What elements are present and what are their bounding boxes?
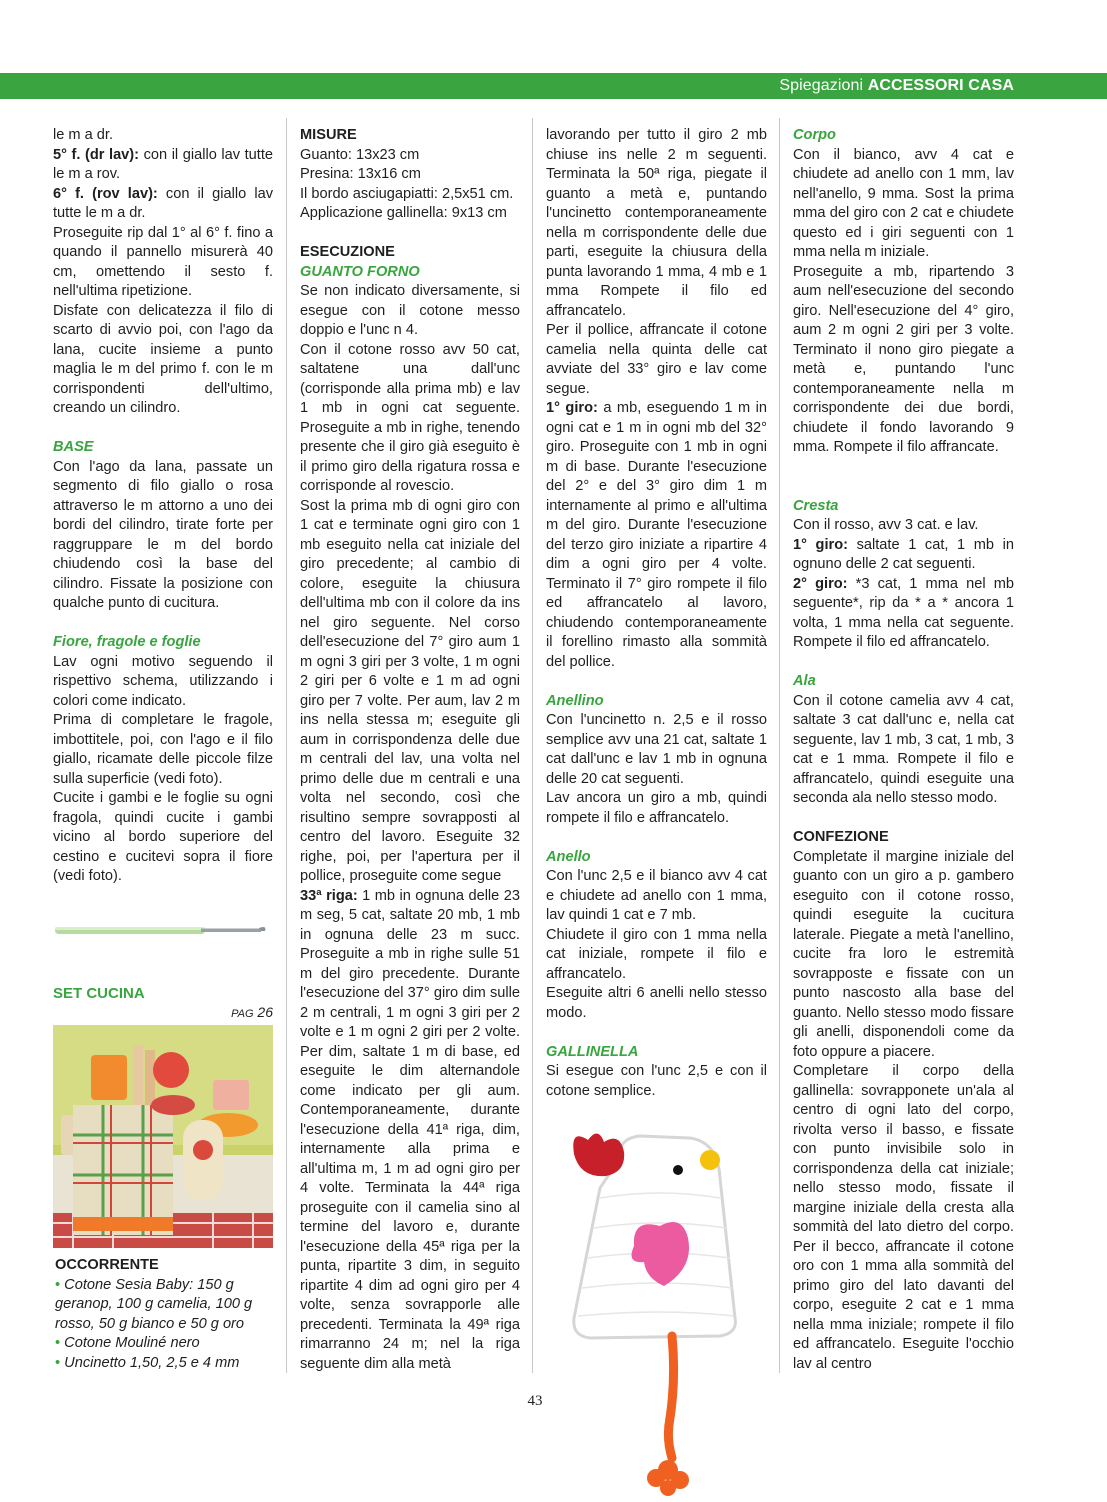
row-text: *3 cat, 1 mma nel mb seguente*, rip da * a * ancora 1 volta, 1 mma nella cat seguente. Rompete il filo ed affrancatelo. [793, 575, 1014, 650]
paragraph: Se non indicato diversamente, si esegue con il cotone messo doppio e l'unc n 4. [300, 283, 520, 338]
page-number: 43 [527, 1393, 543, 1409]
list-item: Applicazione gallinella: 9x13 cm [300, 205, 507, 221]
paragraph [53, 185, 273, 224]
section-title-ala: Ala [793, 673, 816, 689]
section-header [779, 76, 1014, 96]
paragraph: Completare il corpo della gallinella: sovrapponete un'ala al centro di ogni lato del corpo, rivolta verso il basso, e fissate con punto invisibile solo in corrispondenza della cat iniziale; nello stesso modo, fissate il margine iniziale della cresta alla sommità del lato dietro del corpo. Per il becco, affrancate il cotone oro con 1 mma alla sommità del primo giro del lato davanti del corpo, eseguite 2 cat e 1 mma nella mma iniziale; rompete il filo ed affrancatelo. Eseguite l'occhio lav al centro [793, 1063, 1014, 1372]
section-title-cresta: Cresta [793, 497, 839, 514]
section-title-misure: MISURE [300, 127, 357, 143]
row-label: 1° giro: [546, 400, 598, 416]
page-reference-number: 26 [257, 1004, 273, 1020]
column-1 [53, 126, 273, 887]
bullet-icon: • [55, 1276, 65, 1293]
list-item: Il bordo asciugapiatti: 2,5x51 cm. [300, 185, 514, 202]
section-title-fiore: Fiore, fragole e foglie [53, 634, 201, 650]
paragraph: Con l'ago da lana, passate un segmento di filo giallo o rosa attraverso le m attorno a uno dei bordi del cilindro, tirate forte per raggruppare le m del bordo chiudendo così la base del cilindro. Fissate la posizione con qualche punto di cucitura. [53, 458, 273, 611]
paragraph: Con l'unc 2,5 e il bianco avv 4 cat e chiudete ad anello con 1 mma, lav quindi 1 cat e 7 mb. [546, 868, 767, 923]
column-divider [286, 118, 287, 1373]
paragraph: Proseguite rip dal 1° al 6° f. fino a quando il pannello misurerà 40 cm, omettendo il sesto f. nell'ultima ripetizione. [53, 224, 273, 299]
paragraph: Chiudete il giro con 1 mma nella cat iniziale, rompete il filo e affrancatelo. [546, 926, 767, 982]
paragraph [793, 575, 1014, 653]
paragraph [53, 146, 273, 185]
paragraph: Con il rosso, avv 3 cat. e lav. [793, 517, 979, 533]
list-item-text: Cotone Sesia Baby: 150 g geranop, 100 g camelia, 100 g rosso, 50 g bianco e 50 g oro [55, 1276, 253, 1332]
row-label: 1° giro: [793, 536, 848, 553]
paragraph [546, 399, 767, 672]
paragraph: Proseguite a mb, ripartendo 3 aum nell'esecuzione del secondo giro. Nell'esecuzione del 4° giro, aum 2 m ogni 2 giri per 3 volte. Terminato il nono giro piegate a metà e, puntando l'unc contemporaneamente nella m corrispondente dei due bordi, chiudete il fondo lavorando 9 mma. Rompete il filo affrancate. [793, 263, 1014, 455]
row-text: saltate 1 cat, 1 mb in ognuno delle 2 cat seguenti. [793, 536, 1014, 572]
list-item: Guanto: 13x23 cm [300, 146, 420, 163]
paragraph: Cucite i gambi e le foglie su ogni fragola, quindi cucite i gambi vicino al bordo superiore del cestino e cucitevi sopra il fiore (vedi foto). [53, 790, 273, 884]
row-label: 33ª riga: [300, 887, 358, 904]
section-title-base: BASE [53, 439, 94, 455]
paragraph: Per il pollice, affrancate il cotone camelia nella quinta delle cat avviate del 33° giro e lav come segue. [546, 322, 767, 397]
column-divider [532, 118, 533, 1373]
section-title-gallinella: GALLINELLA [546, 1043, 639, 1060]
row-label: 2° giro: [793, 575, 848, 592]
paragraph: Lav ancora un giro a mb, quindi rompete il filo e affrancatelo. [546, 790, 767, 826]
paragraph: lavorando per tutto il giro 2 mb chiuse ins nelle 2 m seguenti. Terminata la 50ª riga, piegate il guanto a metà e, puntando l'uncinetto contemporaneamente nella m corrispondente delle due parti, eseguite la chiusura della punta lavorando 1 mma, 4 mb e 1 mma Rompete il filo ed affrancatelo. [546, 127, 767, 319]
section-title-esecuzione: ESECUZIONE [300, 244, 395, 260]
paragraph: le m a dr. [53, 127, 114, 143]
paragraph: Con il bianco, avv 4 cat e chiudete ad anello con 1 mm, lav nell'anello, 9 mma. Sost la prima mma del giro con 2 cat e chiudete questo ed i giri seguenti con 1 mma nella m iniziale. [793, 146, 1014, 260]
paragraph: Con l'uncinetto n. 2,5 e il rosso semplice avv una 21 cat, saltate 1 cat dall'unc e lav 1 mb in ognuna delle 20 cat seguenti. [546, 712, 767, 787]
paragraph: Con il cotone rosso avv 50 cat, saltatene una dall'unc (corrisponde alla prima mb) e lav 1 mb in ogni cat seguente. Proseguite a mb in righe, tenendo presente che il giro già eseguito è il primo giro della rigatura rossa e corrisponde al rovescio. [300, 341, 520, 494]
row-text: con il giallo lav tutte le m a dr. [53, 185, 274, 221]
bullet-icon: • [55, 1335, 65, 1351]
column-divider [779, 118, 780, 1373]
paragraph: Eseguite altri 6 anelli nello stesso modo. [546, 985, 767, 1021]
column-2 [300, 126, 520, 1374]
paragraph: Lav ogni motivo seguendo il rispettivo schema, utilizzando i colori come indicato. [53, 653, 273, 709]
row-label: 6° f. (rov lav): [53, 185, 158, 202]
list-item: Presina: 13x16 cm [300, 166, 421, 182]
section-title-confezione: CONFEZIONE [793, 829, 889, 845]
paragraph: Prima di completare le fragole, imbottitele, poi, con l'ago e il filo giallo, ricamate delle piccole filze sulla superficie (vedi foto). [53, 712, 273, 787]
section-title-anello: Anello [546, 848, 591, 865]
paragraph: Si esegue con l'unc 2,5 e con il cotone semplice. [546, 1063, 767, 1099]
header-prefix: Spiegazioni [779, 77, 864, 94]
row-text: 1 mb in ognuna delle 23 m seg, 5 cat, saltate 20 mb, 1 mb in ognuna delle 23 m succ. Proseguite a mb in righe sulle 51 m del giro precedente. Durante l'esecuzione del 37° giro dim sulle 2 m centrali, 1 m ogni 3 giri per 2 volte e 1 m ogni 2 giri per 2 volte. Per dim, saltate 1 m di base, ed eseguite le dim alternandole come indicato per gli aum. Contemporaneamente, durante l'esecuzione della 41ª riga, dim, internamente alla prima e all'ultima m, 1 m ad ogni giro per 4 volte. Terminata la 44ª riga proseguite con il camelia sino al termine del lavoro e, durante l'esecuzione della 45ª riga per la punta, ripartite 3 dim, in seguito ripartite 4 dim ad ogni giro per 4 volte, senza sovrapporle alle precedenti. Terminata la 49ª riga rimarranno 24 m; nel la riga seguente dim alla metà [300, 887, 520, 1372]
column-4 [793, 126, 1014, 1374]
list-item [55, 1276, 275, 1335]
crochet-hook-image [53, 922, 273, 938]
row-text: a mb, eseguendo 1 m in ogni cat e 1 m in ogni mb del 32° giro. Proseguite con 1 mb in ogni m di base. Durante l'esecuzione del 2° e del 3° giro dim 1 m internamente al primo e all'ultima m del giro. Durante l'esecuzione del terzo giro iniziate a ripartire 4 dim a ogni giro per 4 volte. Terminato il 7° giro rompete il filo ed affrancatelo al lavoro, chiudendo contemporaneamente il forellino rimasto alla sommità del pollice. [546, 400, 767, 670]
paragraph [793, 536, 1014, 575]
page-reference-label: PAG [231, 1008, 254, 1020]
list-item [55, 1354, 275, 1374]
list-item-text: Cotone Mouliné nero [64, 1335, 200, 1351]
row-text: con il giallo lav tutte le m a rov. [53, 146, 273, 182]
kitchen-set-photo [53, 1025, 273, 1248]
list-item-text: Uncinetto 1,50, 2,5 e 4 mm [64, 1354, 240, 1371]
bullet-icon: • [55, 1354, 65, 1371]
column-3 [546, 126, 767, 1101]
section-title-corpo: Corpo [793, 127, 836, 143]
set-cucina-title: SET CUCINA [53, 985, 145, 1002]
paragraph: Completate il margine iniziale del guanto con un giro a p. gambero eseguito con il cotone rosso, quindi eseguite la cucitura laterale. Piegate a metà l'anellino, cucite fra loro le estremità sovrapposte e fissate con un punto nascosto alla base del guanto. Nello stesso modo fissare gli anelli, disponendoli come da foto oppure a piacere. [793, 848, 1014, 1060]
header-title: ACCESSORI CASA [867, 77, 1014, 94]
paragraph: Sost la prima mb di ogni giro con 1 cat e terminate ogni giro con 1 mb eseguito nella cat iniziale del giro precedente; al cambio di colore, eseguite la chiusura dell'ultima mb con il colore da ins nel giro seguente. Nel corso dell'esecuzione del 7° giro aum 1 m ogni 3 giri per 3 volte, 1 m ogni 2 giri per 6 volte e 1 m ad ogni giro per 7 volte. Per aum, lav 2 m ins nella stessa m; eseguite gli aum in corrispondenza delle due m centrali del lav, una volta nel primo delle due m centrali e una volta nel secondo, così che risultino sempre sovrapposti al centro del lavoro. Eseguite 32 righe, poi, per l'apertura per il pollice, proseguite come segue [300, 497, 520, 884]
page-reference [53, 1003, 273, 1024]
row-label: 5° f. (dr lav): [53, 146, 140, 163]
section-title-guanto: GUANTO FORNO [300, 263, 420, 280]
crochet-hen-image [560, 1118, 760, 1498]
occorrente-title: OCCORRENTE [55, 1257, 159, 1273]
list-item [55, 1334, 275, 1354]
paragraph: Disfate con delicatezza il filo di scarto di avvio poi, con l'ago da lana, cucite insieme a punto maglia le m del primo f. con le m corrispondenti dell'ultimo, creando un cilindro. [53, 302, 273, 416]
paragraph [300, 887, 520, 1375]
section-title-anellino: Anellino [546, 692, 604, 709]
occorrente-block [55, 1256, 275, 1373]
paragraph: Con il cotone camelia avv 4 cat, saltate 3 cat dall'unc e, nella cat seguente, lav 1 mb, 3 cat, 1 mb, 3 cat e 1 mma. Rompete il filo e affrancatelo, quindi eseguite una seconda ala nello stesso modo. [793, 692, 1014, 806]
